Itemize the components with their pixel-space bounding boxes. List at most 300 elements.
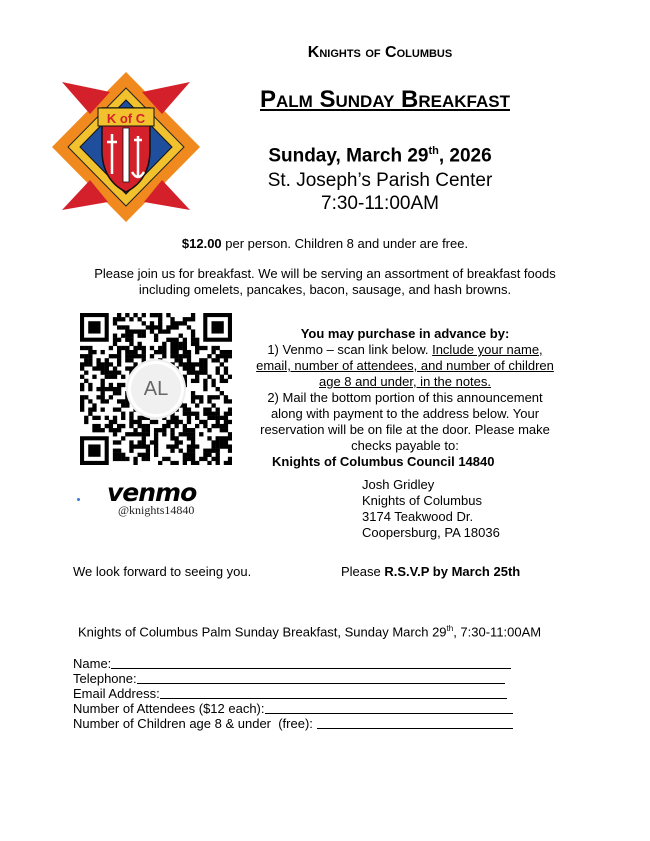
form-label-children: Number of Children age 8 & under (free): — [73, 716, 313, 731]
qr-module — [211, 416, 215, 420]
qr-module — [224, 354, 228, 358]
qr-module — [220, 375, 224, 379]
qr-module — [133, 461, 137, 465]
venmo-logo: venmo — [107, 478, 197, 507]
qr-module — [203, 412, 207, 416]
qr-module — [125, 457, 129, 461]
qr-module — [129, 358, 133, 362]
qr-module — [170, 461, 174, 465]
qr-module — [146, 325, 150, 329]
qr-module — [179, 440, 183, 444]
qr-module — [125, 346, 129, 350]
qr-module — [142, 346, 146, 350]
qr-module — [154, 428, 158, 432]
rsvp-line — [341, 564, 520, 579]
qr-module — [113, 432, 117, 436]
qr-module — [187, 457, 191, 461]
qr-module — [125, 403, 129, 407]
qr-module — [84, 358, 88, 362]
qr-module — [101, 362, 105, 366]
qr-module — [220, 354, 224, 358]
qr-module — [195, 338, 199, 342]
qr-module — [174, 440, 178, 444]
address-name: Josh Gridley — [362, 477, 435, 492]
qr-module — [183, 346, 187, 350]
qr-module — [220, 424, 224, 428]
qr-module — [220, 350, 224, 354]
qr-module — [113, 449, 117, 453]
qr-module — [174, 444, 178, 448]
qr-module — [187, 432, 191, 436]
qr-module — [216, 354, 220, 358]
form-blank-name[interactable] — [111, 656, 511, 669]
qr-module — [129, 354, 133, 358]
qr-module — [88, 350, 92, 354]
qr-module — [183, 354, 187, 358]
qr-module — [129, 317, 133, 321]
qr-module — [133, 354, 137, 358]
qr-module — [138, 444, 142, 448]
qr-module — [154, 420, 158, 424]
qr-module — [207, 461, 211, 465]
qr-module — [109, 375, 113, 379]
qr-module — [117, 346, 121, 350]
qr-module — [207, 395, 211, 399]
qr-module — [203, 383, 207, 387]
qr-module — [150, 321, 154, 325]
qr-module — [162, 432, 166, 436]
qr-module — [191, 449, 195, 453]
qr-module — [101, 428, 105, 432]
qr-module — [179, 432, 183, 436]
qr-module — [170, 436, 174, 440]
qr-module — [125, 325, 129, 329]
qr-module — [117, 338, 121, 342]
qr-module — [174, 338, 178, 342]
qr-module — [211, 379, 215, 383]
qr-module — [117, 371, 121, 375]
qr-module — [84, 362, 88, 366]
qr-module — [199, 457, 203, 461]
qr-module — [129, 420, 133, 424]
qr-module — [191, 428, 195, 432]
qr-module — [187, 453, 191, 457]
qr-module — [211, 440, 215, 444]
qr-module — [203, 407, 207, 411]
qr-module — [216, 358, 220, 362]
qr-module — [133, 432, 137, 436]
qr-module — [199, 420, 203, 424]
qr-module — [224, 440, 228, 444]
qr-module — [142, 436, 146, 440]
qr-module — [203, 358, 207, 362]
qr-module — [191, 334, 195, 338]
qr-module — [228, 444, 232, 448]
qr-module — [170, 444, 174, 448]
qr-module — [96, 358, 100, 362]
qr-module — [199, 366, 203, 370]
qr-module — [211, 412, 215, 416]
qr-module — [88, 362, 92, 366]
qr-module — [224, 379, 228, 383]
qr-module — [158, 428, 162, 432]
qr-module — [142, 321, 146, 325]
form-row-name — [73, 656, 513, 671]
event-time: 7:30-11:00AM — [321, 193, 439, 214]
qr-module — [142, 457, 146, 461]
qr-module — [166, 444, 170, 448]
qr-module — [224, 412, 228, 416]
purchase-heading: You may purchase in advance by: — [300, 326, 510, 341]
qr-module — [199, 399, 203, 403]
qr-module — [207, 416, 211, 420]
tear-off-heading — [78, 624, 541, 639]
qr-module — [121, 383, 125, 387]
qr-module — [113, 416, 117, 420]
qr-module — [224, 399, 228, 403]
qr-module — [113, 440, 117, 444]
qr-module — [138, 432, 142, 436]
tear-off-heading-sup: th — [446, 624, 454, 633]
qr-module — [80, 362, 84, 366]
qr-module — [96, 428, 100, 432]
qr-module — [154, 338, 158, 342]
qr-module — [150, 420, 154, 424]
qr-module — [187, 350, 191, 354]
qr-module — [187, 416, 191, 420]
qr-module — [117, 325, 121, 329]
qr-module — [121, 436, 125, 440]
qr-module — [216, 387, 220, 391]
qr-module — [207, 453, 211, 457]
qr-module — [220, 444, 224, 448]
qr-module — [224, 366, 228, 370]
qr-module — [191, 329, 195, 333]
qr-module — [191, 342, 195, 346]
qr-module — [117, 358, 121, 362]
qr-module — [195, 444, 199, 448]
purchase-step-1-lead: 1) Venmo – scan link below. — [267, 342, 433, 357]
qr-module — [183, 342, 187, 346]
qr-module — [101, 391, 105, 395]
qr-module — [179, 420, 183, 424]
form-label-telephone: Telephone: — [73, 671, 137, 686]
qr-module — [117, 317, 121, 321]
qr-module — [101, 387, 105, 391]
qr-module — [158, 329, 162, 333]
qr-module — [203, 387, 207, 391]
qr-module — [142, 334, 146, 338]
qr-module — [121, 334, 125, 338]
qr-module — [195, 362, 199, 366]
qr-module — [80, 399, 84, 403]
price-line — [0, 236, 650, 251]
qr-module — [216, 440, 220, 444]
qr-module — [125, 366, 129, 370]
qr-module — [142, 416, 146, 420]
qr-module — [207, 407, 211, 411]
form-blank-email[interactable] — [160, 686, 507, 699]
qr-module — [80, 387, 84, 391]
qr-module — [142, 432, 146, 436]
qr-module — [183, 407, 187, 411]
qr-module — [191, 391, 195, 395]
qr-module — [195, 416, 199, 420]
qr-module — [174, 416, 178, 420]
qr-module — [133, 313, 137, 317]
qr-module — [224, 461, 228, 465]
qr-module — [170, 346, 174, 350]
registration-form — [73, 656, 513, 731]
event-date-main: Sunday, March 29 — [268, 145, 429, 167]
qr-module — [154, 350, 158, 354]
qr-module — [96, 424, 100, 428]
qr-module — [84, 379, 88, 383]
qr-module — [220, 440, 224, 444]
qr-module — [211, 424, 215, 428]
purchase-instructions — [250, 326, 560, 470]
qr-module — [207, 449, 211, 453]
qr-module — [138, 346, 142, 350]
event-title-text: Palm Sunday Breakfast — [259, 86, 510, 113]
qr-module — [138, 420, 142, 424]
rsvp-lead: Please — [341, 564, 385, 579]
qr-module — [174, 424, 178, 428]
qr-module — [224, 424, 228, 428]
qr-module — [179, 354, 183, 358]
qr-module — [207, 375, 211, 379]
qr-module — [191, 436, 195, 440]
qr-module — [113, 366, 117, 370]
qr-module — [117, 428, 121, 432]
qr-module — [224, 371, 228, 375]
qr-module — [220, 436, 224, 440]
qr-module — [138, 342, 142, 346]
qr-module — [125, 354, 129, 358]
form-blank-children[interactable] — [317, 716, 513, 729]
qr-module — [105, 366, 109, 370]
qr-module — [183, 366, 187, 370]
qr-module — [84, 416, 88, 420]
qr-module — [92, 403, 96, 407]
price-details: per person. Children 8 and under are free. — [221, 236, 469, 251]
qr-module — [174, 420, 178, 424]
address-org: Knights of Columbus — [362, 493, 482, 508]
tear-off-heading-main: Knights of Columbus Palm Sunday Breakfast, Sunday March 29 — [78, 624, 447, 640]
qr-module — [187, 366, 191, 370]
qr-module — [191, 313, 195, 317]
qr-module — [105, 371, 109, 375]
qr-module — [220, 391, 224, 395]
qr-module — [142, 313, 146, 317]
qr-module — [117, 362, 121, 366]
address-city: Coopersburg, PA 18036 — [362, 525, 500, 540]
form-blank-attendees[interactable] — [265, 701, 513, 714]
qr-module — [105, 362, 109, 366]
qr-module — [129, 366, 133, 370]
qr-module — [211, 321, 223, 333]
qr-module — [216, 407, 220, 411]
qr-module — [183, 412, 187, 416]
qr-module — [216, 371, 220, 375]
qr-module — [203, 379, 207, 383]
qr-module — [129, 334, 133, 338]
qr-module — [170, 420, 174, 424]
qr-module — [84, 346, 88, 350]
qr-module — [162, 342, 166, 346]
qr-module — [88, 321, 100, 333]
qr-module — [166, 338, 170, 342]
qr-module — [216, 457, 220, 461]
qr-module — [105, 399, 109, 403]
qr-module — [170, 325, 174, 329]
qr-module — [187, 371, 191, 375]
qr-module — [129, 444, 133, 448]
qr-module — [113, 391, 117, 395]
qr-module — [113, 407, 117, 411]
qr-module — [158, 313, 162, 317]
qr-module — [199, 395, 203, 399]
qr-module — [211, 444, 215, 448]
emblem-kofc-text: K of C — [106, 111, 146, 126]
form-blank-telephone[interactable] — [137, 671, 505, 684]
qr-module — [211, 449, 215, 453]
qr-module — [80, 366, 84, 370]
qr-module — [117, 313, 121, 317]
qr-module — [187, 358, 191, 362]
qr-module — [170, 449, 174, 453]
qr-module — [220, 416, 224, 420]
qr-module — [142, 453, 146, 457]
purchase-step-2: 2) Mail the bottom portion of this announcement along with payment to the address below. Your reservation will be on file at the door. Please make checks payable to: — [260, 390, 550, 453]
qr-module — [125, 358, 129, 362]
qr-module — [142, 329, 146, 333]
qr-module — [113, 342, 117, 346]
qr-module — [121, 375, 125, 379]
qr-module — [92, 350, 96, 354]
qr-module — [207, 412, 211, 416]
knights-of-columbus-emblem — [50, 70, 202, 224]
form-row-telephone — [73, 671, 513, 686]
qr-module — [220, 428, 224, 432]
qr-module — [183, 375, 187, 379]
qr-module — [216, 444, 220, 448]
qr-module — [80, 346, 84, 350]
intro-paragraph: Please join us for breakfast. We will be serving an assortment of breakfast foods including omelets, pancakes, bacon, sausage, and hash browns. — [94, 266, 556, 297]
qr-module — [129, 412, 133, 416]
qr-module — [101, 399, 105, 403]
qr-module — [121, 399, 125, 403]
form-label-name: Name: — [73, 656, 112, 671]
qr-module — [88, 346, 92, 350]
qr-module — [105, 416, 109, 420]
qr-module — [183, 457, 187, 461]
qr-module — [109, 424, 113, 428]
qr-module — [101, 379, 105, 383]
qr-module — [228, 354, 232, 358]
qr-avatar — [128, 361, 184, 417]
qr-module — [133, 428, 137, 432]
qr-module — [191, 338, 195, 342]
qr-module — [187, 354, 191, 358]
qr-module — [96, 395, 100, 399]
qr-module — [191, 412, 195, 416]
form-label-email: Email Address: — [73, 686, 160, 701]
event-date — [220, 145, 540, 167]
qr-module — [129, 350, 133, 354]
qr-module — [142, 350, 146, 354]
qr-module — [224, 436, 228, 440]
qr-module — [191, 395, 195, 399]
qr-module — [125, 329, 129, 333]
qr-module — [150, 313, 154, 317]
qr-module — [170, 321, 174, 325]
qr-module — [211, 403, 215, 407]
qr-module — [88, 383, 92, 387]
qr-module — [228, 457, 232, 461]
qr-module — [84, 420, 88, 424]
qr-module — [109, 428, 113, 432]
qr-module — [88, 399, 92, 403]
qr-module — [88, 407, 92, 411]
qr-module — [133, 350, 137, 354]
qr-module — [158, 325, 162, 329]
qr-module — [109, 387, 113, 391]
qr-module — [150, 354, 154, 358]
event-date-sup: th — [428, 145, 439, 157]
qr-module — [121, 317, 125, 321]
qr-module — [80, 407, 84, 411]
qr-module — [92, 366, 96, 370]
qr-module — [158, 321, 162, 325]
qr-module — [113, 420, 117, 424]
qr-module — [80, 395, 84, 399]
qr-module — [113, 428, 117, 432]
qr-module — [101, 366, 105, 370]
qr-module — [129, 432, 133, 436]
price-amount: $12.00 — [181, 236, 222, 251]
qr-module — [170, 432, 174, 436]
qr-module — [179, 346, 183, 350]
qr-module — [117, 449, 121, 453]
qr-module — [228, 375, 232, 379]
qr-module — [195, 350, 199, 354]
qr-module — [211, 358, 215, 362]
qr-module — [92, 407, 96, 411]
qr-module — [162, 354, 166, 358]
qr-module — [133, 362, 137, 366]
qr-module — [129, 416, 133, 420]
qr-module — [183, 362, 187, 366]
tear-off-heading-end: , 7:30-11:00AM — [453, 624, 542, 640]
qr-module — [183, 432, 187, 436]
qr-module — [121, 412, 125, 416]
qr-module — [150, 346, 154, 350]
qr-module — [199, 358, 203, 362]
qr-module — [216, 366, 220, 370]
qr-module — [129, 329, 133, 333]
purchase-step-1-note: Include your name, email, number of attendees, and number of children age 8 and under, in the notes. — [256, 342, 554, 389]
qr-module — [179, 321, 183, 325]
qr-module — [80, 375, 84, 379]
qr-module — [203, 420, 207, 424]
qr-module — [154, 432, 158, 436]
qr-module — [129, 449, 133, 453]
qr-module — [109, 383, 113, 387]
qr-module — [220, 379, 224, 383]
qr-module — [183, 461, 187, 465]
qr-module — [121, 346, 125, 350]
